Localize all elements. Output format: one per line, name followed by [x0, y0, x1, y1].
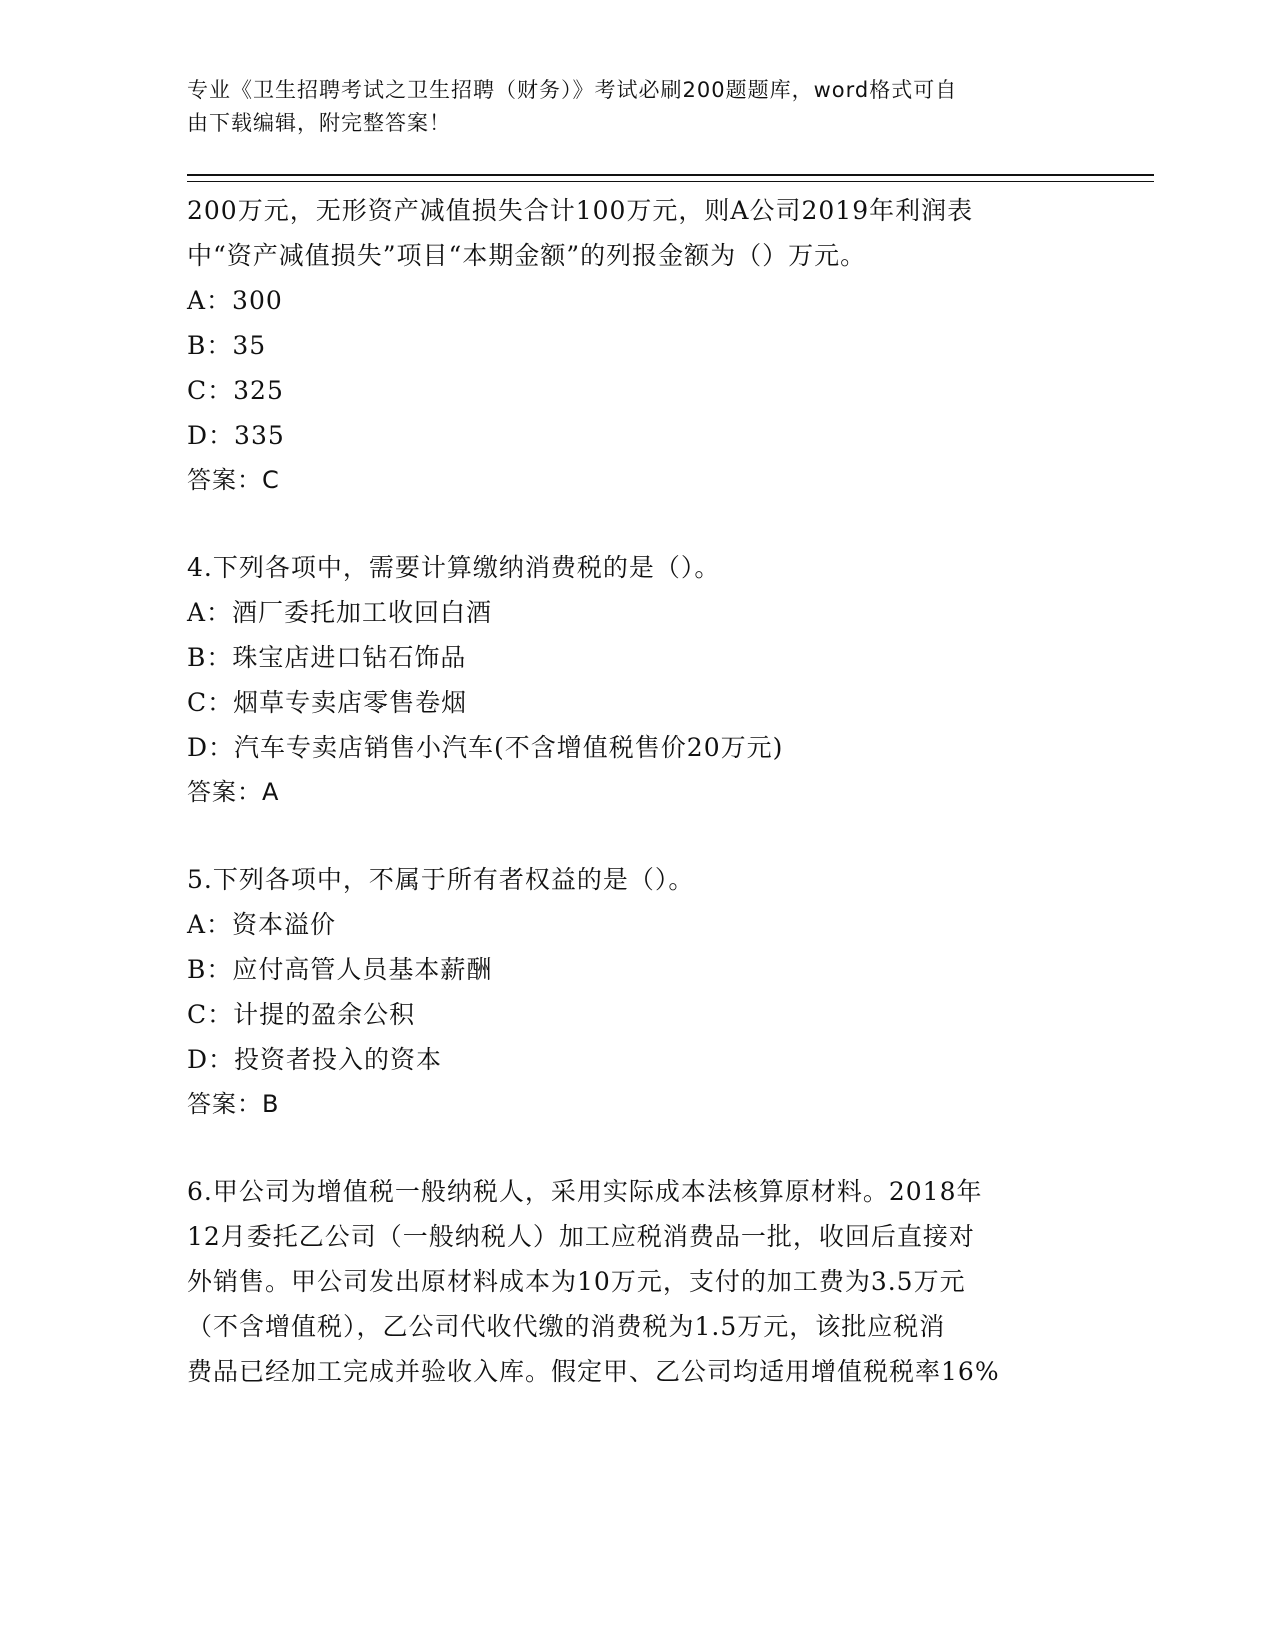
- option-b: B：35: [187, 331, 267, 360]
- answer-line: 答案：A: [187, 778, 280, 806]
- question-stem-line: （不含增值税），乙公司代收代缴的消费税为1.5万元，该批应税消: [187, 1312, 946, 1341]
- header-line-1: 专业《卫生招聘考试之卫生招聘（财务）》考试必刷200题题库，word格式可自: [187, 78, 958, 102]
- question-stem-line: 费品已经加工完成并验收入库。假定甲、乙公司均适用增值税税率16%: [187, 1357, 1000, 1386]
- header-divider-thick: [187, 174, 1154, 176]
- option-b: B：珠宝店进口钻石饰品: [187, 643, 467, 672]
- question-stem-line: 6.甲公司为增值税一般纳税人，采用实际成本法核算原材料。2018年: [187, 1177, 983, 1206]
- header-line-2: 由下载编辑，附完整答案！: [187, 111, 451, 135]
- question-stem-line: 中“资产减值损失”项目“本期金额”的列报金额为（）万元。: [187, 241, 867, 270]
- option-a: A：酒厂委托加工收回白酒: [187, 598, 493, 627]
- question-content: [187, 188, 1087, 1394]
- option-d: D：汽车专卖店销售小汽车(不含增值税售价20万元): [187, 733, 784, 762]
- option-c: C：烟草专卖店零售卷烟: [187, 688, 468, 717]
- document-header: [187, 74, 1067, 140]
- header-divider-thin: [187, 181, 1154, 182]
- option-c: C：325: [187, 376, 284, 405]
- spacer: [187, 503, 1087, 545]
- answer-line: 答案：C: [187, 466, 280, 494]
- question-block-6: [187, 1169, 1087, 1394]
- answer-line: 答案：B: [187, 1090, 280, 1118]
- option-a: A：资本溢价: [187, 910, 337, 939]
- question-stem-line: 12月委托乙公司（一般纳税人）加工应税消费品一批，收回后直接对: [187, 1222, 975, 1251]
- spacer: [187, 1127, 1087, 1169]
- question-stem: 4.下列各项中，需要计算缴纳消费税的是（）。: [187, 553, 721, 582]
- question-stem: 5.下列各项中，不属于所有者权益的是（）。: [187, 865, 695, 894]
- option-d: D：335: [187, 421, 285, 450]
- option-b: B：应付高管人员基本薪酬: [187, 955, 493, 984]
- option-c: C：计提的盈余公积: [187, 1000, 416, 1029]
- option-a: A：300: [187, 286, 283, 315]
- question-stem-line: 外销售。甲公司发出原材料成本为10万元，支付的加工费为3.5万元: [187, 1267, 966, 1296]
- question-block-4: [187, 545, 1087, 815]
- spacer: [187, 815, 1087, 857]
- question-block-continued: [187, 188, 1087, 503]
- question-stem-line: 200万元，无形资产减值损失合计100万元，则A公司2019年利润表: [187, 196, 974, 225]
- option-d: D：投资者投入的资本: [187, 1045, 443, 1074]
- question-block-5: [187, 857, 1087, 1127]
